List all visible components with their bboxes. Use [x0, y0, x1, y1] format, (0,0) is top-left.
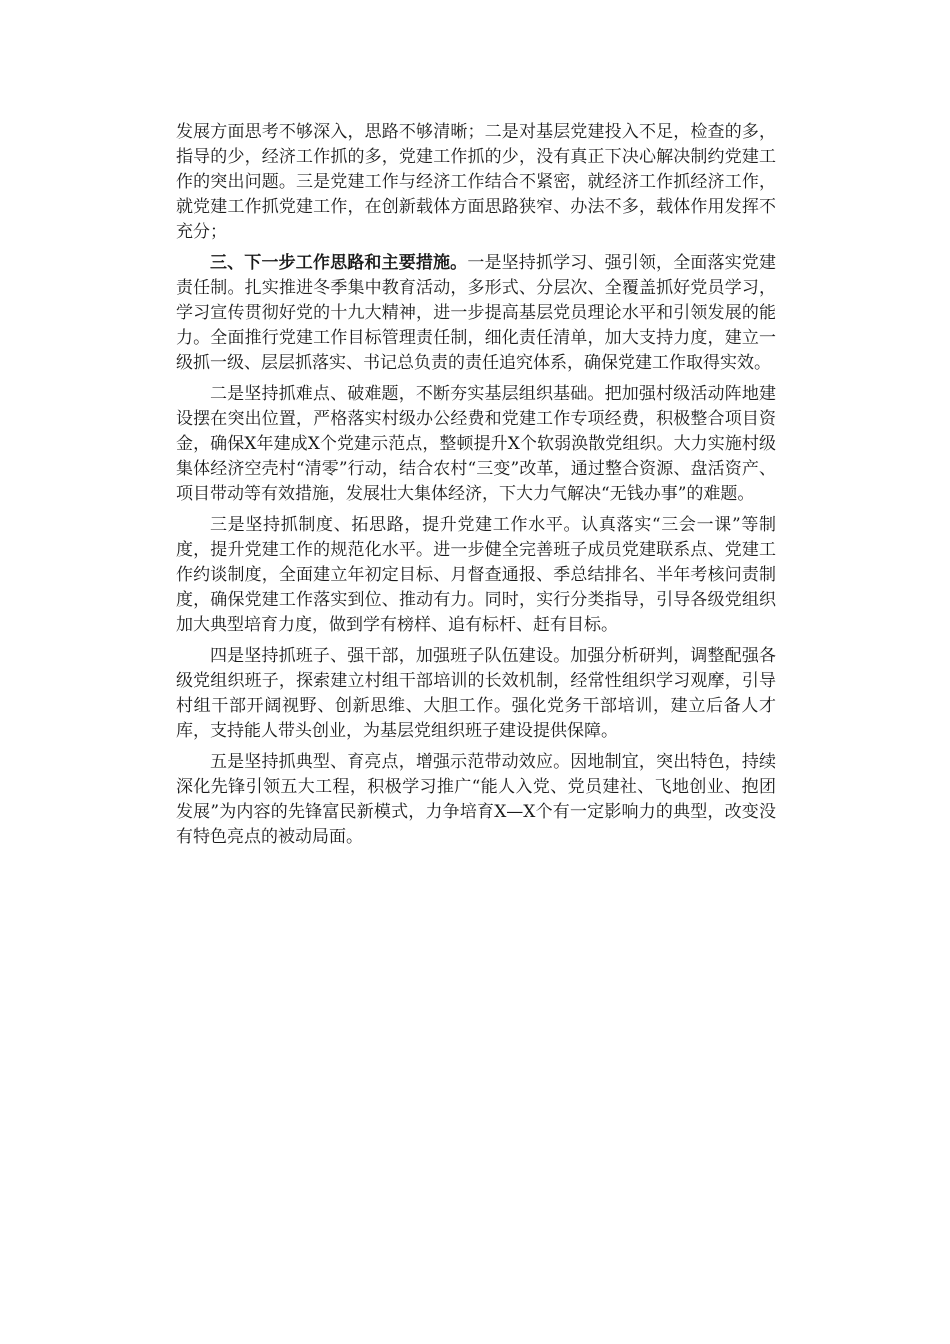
paragraph-2-text: 一是坚持抓学习、强引领，全面落实党建责任制。扎实推进冬季集中教育活动，多形式、分层次、全覆盖抓好党员学习，学习宣传贯彻好党的十九大精神，进一步提高基层党员理论水平和引领发展的能力。全面推行党建工作目标管理责任制，细化责任清单，加大支持力度，建立一级抓一级、层层抓落实、书记总负责的责任追究体系，确保党建工作取得实效。	[176, 253, 776, 373]
paragraph-3	[176, 382, 776, 507]
paragraph-5-text: 四是坚持抓班子、强干部，加强班子队伍建设。加强分析研判，调整配强各级党组织班子，探索建立村组干部培训的长效机制，经常性组织学习观摩，引导村组干部开阔视野、创新思维、大胆工作。强化党务干部培训，建立后备人才库，支持能人带头创业，为基层党组织班子建设提供保障。	[176, 646, 776, 741]
paragraph-6	[176, 750, 776, 850]
document-body	[176, 120, 776, 856]
section-heading: 三、下一步工作思路和主要措施。	[210, 253, 468, 273]
paragraph-4	[176, 513, 776, 638]
paragraph-6-text: 五是坚持抓典型、育亮点，增强示范带动效应。因地制宜，突出特色，持续深化先锋引领五大工程，积极学习推广“能人入党、党员建社、飞地创业、抱团发展”为内容的先锋富民新模式，力争培育X—X个有一定影响力的典型，改变没有特色亮点的被动局面。	[176, 752, 776, 847]
paragraph-5	[176, 644, 776, 744]
paragraph-3-text: 二是坚持抓难点、破难题，不断夯实基层组织基础。把加强村级活动阵地建设摆在突出位置，严格落实村级办公经费和党建工作专项经费，积极整合项目资金，确保X年建成X个党建示范点，整顿提升X个软弱涣散党组织。大力实施村级集体经济空壳村“清零”行动，结合农村“三变”改革，通过整合资源、盘活资产、项目带动等有效措施，发展壮大集体经济，下大力气解决“无钱办事”的难题。	[176, 384, 776, 504]
paragraph-1	[176, 120, 776, 245]
paragraph-4-text: 三是坚持抓制度、拓思路，提升党建工作水平。认真落实“三会一课”等制度，提升党建工作的规范化水平。进一步健全完善班子成员党建联系点、党建工作约谈制度，全面建立年初定目标、月督查通报、季总结排名、半年考核问责制度，确保党建工作落实到位、推动有力。同时，实行分类指导，引导各级党组织加大典型培育力度，做到学有榜样、追有标杆、赶有目标。	[176, 515, 776, 635]
paragraph-1-text: 发展方面思考不够深入，思路不够清晰；二是对基层党建投入不足，检查的多，指导的少，经济工作抓的多，党建工作抓的少，没有真正下决心解决制约党建工作的突出问题。三是党建工作与经济工作结合不紧密，就经济工作抓经济工作，就党建工作抓党建工作，在创新载体方面思路狭窄、办法不多，载体作用发挥不充分；	[176, 122, 776, 242]
paragraph-2	[176, 251, 776, 376]
